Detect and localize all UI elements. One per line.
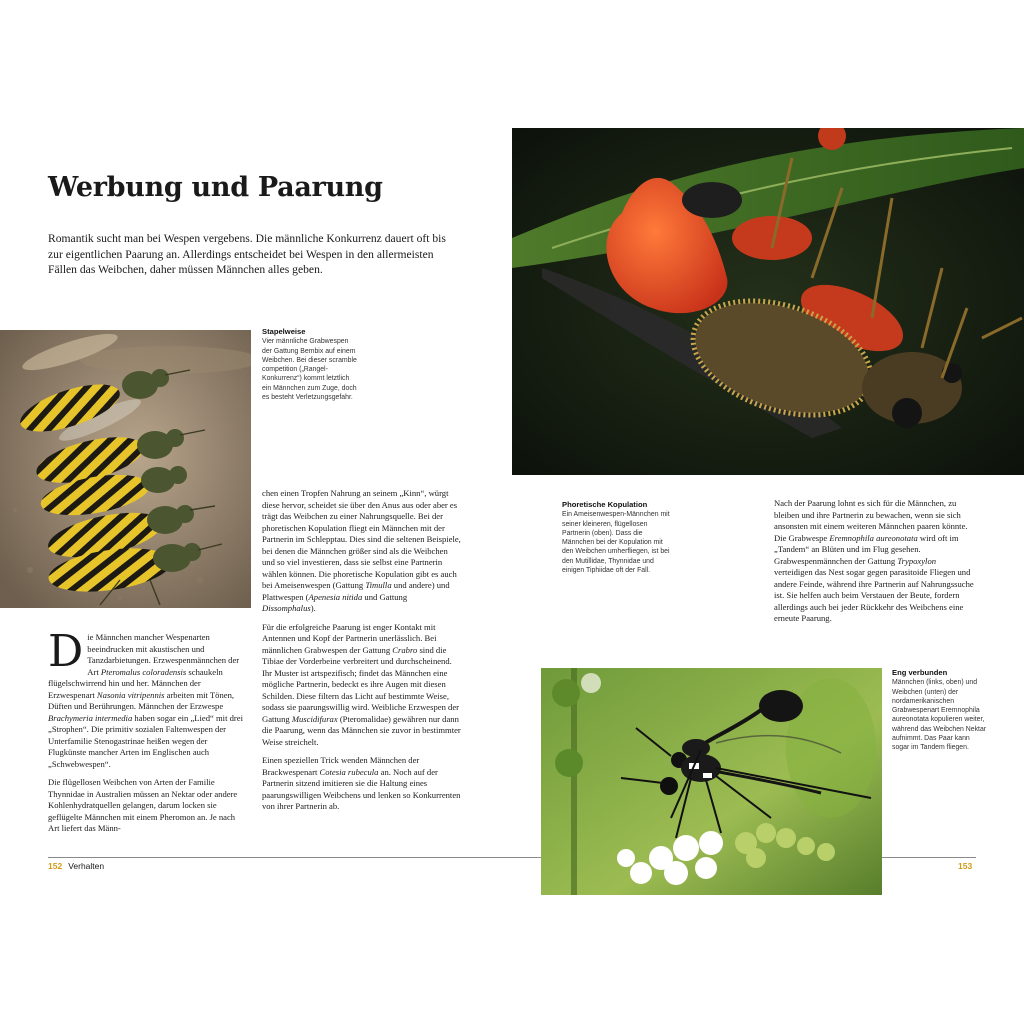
photo-stacked-wasps <box>0 330 251 608</box>
drop-cap: D <box>48 626 84 677</box>
text-column-1 <box>48 626 246 842</box>
paragraph: Für die erfolgreiche Paarung ist enger Kontakt mit Antennen und Kopf der Partnerin unerlässlich. Bei männlichen Grabwespen der Gattung Crabro sind die Tibiae der Vorderbeine verbreitert und durchscheinend. Ihr Muster ist artspezifisch; findet das Männchen eine mögliche Partnerin, bedeckt es ihre Augen mit diesen Schilden. Diese filtern das Licht auf bestimmte Weise, sodass sie paarungswillig wird. Weibliche Erzwespen der Gattung Muscidifurax (Pteromalidae) gewähren nur dann die Paarung, wenn das Männchen sie zuvor in bestimmter Weise streichelt. <box>262 621 461 747</box>
wasps-illustration <box>0 330 251 608</box>
page-number: 152 <box>48 861 63 871</box>
footer-rule-left <box>48 857 542 858</box>
caption-heading: Eng verbunden <box>892 668 948 677</box>
caption-phoretische-kopulation <box>562 500 674 575</box>
caption-eng-verbunden <box>892 668 988 753</box>
intro-paragraph: Romantik sucht man bei Wespen vergebens. Die männliche Konkurrenz dauert oft bis zur eigentlichen Paarung an. Allerdings entscheidet bei Wespen in den allermeisten Fällen das Weibchen, daher müssen Männchen alles geben. <box>48 232 446 276</box>
paragraph: Die Männchen mancher Wespenarten beeindrucken mit akustischen und Tanzdarbietungen. Erzwespenmännchen der Art Pteromalus coloradensis schaukeln flügelschwirrend hin und her. Männchen der Erzwespenart Nasonia vitripennis arbeiten mit Tönen, Düften und Berührungen. Männchen der Erzwespe Brachymeria intermedia haben sogar ein „Lied“ mit drei „Strophen“. Die primitiv sozialen Faltenwespen der Unterfamilie Stenogastrinae heißen wegen der Flugkünste mancher Arten im Englischen auch „Schwebwespen“. <box>48 626 243 769</box>
page-number: 153 <box>958 861 973 871</box>
caption-text: Vier männliche Grabwespen der Gattung Bembix auf einem Weibchen. Bei dieser scramble competition („Rangel-Konkurrenz“) kommt letztlich ein Männchen zum Zuge, doch es besteht Verletzungsgefahr. <box>262 338 357 402</box>
footer-rule-right <box>882 857 976 858</box>
paragraph: chen einen Tropfen Nahrung an seinem „Kinn“, würgt diese hervor, scheidet sie über den Anus aus oder aber es trägt das Weibchen zu einer Nahrungsquelle. Bei der phoretischen Kopulation fliegt ein Männchen mit der Partnerin im Schlepptau. Dies sind die seltenen Beispiele, bei denen die Männchen größer sind als die Weibchen und so viel investieren, dass sie selbst eine Partnerin wählen können. Die phoretische Kopulation gibt es auch bei Ameisenwespen (Gattung Timulla und andere) und Plattwespen (Apenesia nitida und Gattung Dissomphalus). <box>262 488 461 613</box>
ant-wasp-illustration <box>512 128 1024 475</box>
folio-left <box>48 861 104 871</box>
caption-stapelweise <box>262 327 358 402</box>
photo-phoretic-copulation <box>512 128 1024 475</box>
caption-text: Männchen (links, oben) und Weibchen (unten) der nordamerikanischen Grabwespenart Eremnophila aureonotata kopulieren weiter, während das Weibchen Nektar aufnimmt. Das Paar kann sogar im Tandem fliegen. <box>892 679 987 752</box>
text-column-3 <box>774 498 974 632</box>
caption-heading: Stapelweise <box>262 327 306 336</box>
caption-heading: Phoretische Kopulation <box>562 500 648 509</box>
section-label: Verhalten <box>68 861 105 871</box>
paragraph: Die flügellosen Weibchen von Arten der Familie Thynnidae in Australien müssen an Nektar oder andere Kohlenhydratquellen gelangen, darum locken sie geflügelte Männchen mit einem Pheromon an. Je nach Art liefert das Männ- <box>48 777 238 833</box>
paragraph: Einen speziellen Trick wenden Männchen der Brackwespenart Cotesia rubecula an. Noch auf der Partnerin sitzend imitieren sie die Haltung eines paarungswilligen Weibchens und lenken so Konkurrenten von ihrer Partnerin ab. <box>262 755 461 811</box>
page-title: Werbung und Paarung <box>48 172 383 203</box>
text-column-2 <box>262 488 462 820</box>
caption-text: Ein Ameisenwespen-Männchen mit seiner kleineren, flügellosen Partnerin (oben). Dass die Männchen bei der Kopulation mit den Weibchen umherfliegen, ist bei den Mutillidae, Thynnidae und einigen Tiphiidae oft der Fall. <box>562 511 670 575</box>
photo-tandem-wasps <box>541 668 882 895</box>
folio-right <box>958 861 978 871</box>
paragraph: Nach der Paarung lohnt es sich für die Männchen, zu bleiben und ihre Partnerin zu bewachen, wenn sie sich ansonsten mit einem weiteren Männchen paaren könnte. Die Grabwespe Eremnophila aureonotata wird oft im „Tandem“ an Blüten und im Flug gesehen. Grabwespenmännchen der Gattung Trypoxylon verteidigen das Nest sogar gegen parasitoide Fliegen und andere Feinde, während ihre Partnerin auf Nahrungssuche ist. Sie helfen auch beim Verstauen der Beute, fordern allerdings auch bei jeder Rückkehr des Weibchens eine erneute Paarung. <box>774 498 974 623</box>
tandem-wasps-illustration <box>541 668 882 895</box>
